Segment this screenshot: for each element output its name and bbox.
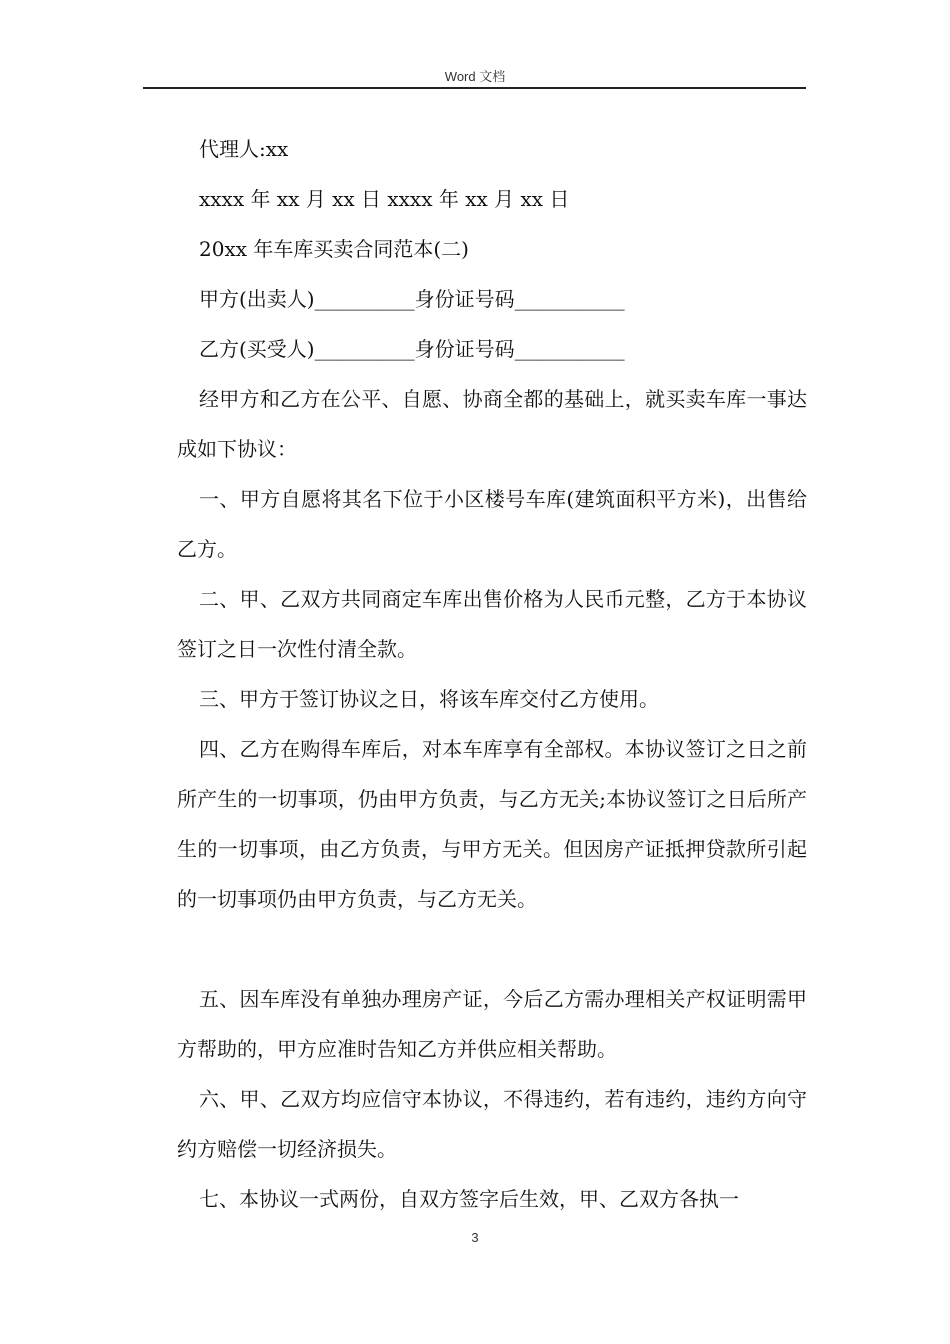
contract-title: 20xx 年车库买卖合同范本(二) [199,237,469,261]
clause-6-paragraph: 六、甲、乙双方均应信守本协议，不得违约，若有违约，违约方向守约方赔偿一切经济损失。 [177,1087,807,1161]
clause-2-paragraph: 二、甲、乙双方共同商定车库出售价格为人民币元整，乙方于本协议签订之日一次性付清全款。 [177,587,807,661]
paragraph-gap [177,924,807,974]
clause-5-paragraph: 五、因车库没有单独办理房产证，今后乙方需办理相关产权证明需甲方帮助的，甲方应准时告知乙方并供应相关帮助。 [177,987,807,1061]
clause-7-paragraph: 七、本协议一式两份，自双方签字后生效，甲、乙双方各执一 [199,1187,739,1211]
document-body [177,124,807,1224]
date-line: xxxx 年 xx 月 xx 日 xxxx 年 xx 月 xx 日 [199,187,570,211]
clause-1-paragraph: 一、甲方自愿将其名下位于小区楼号车库(建筑面积平方米)，出售给乙方。 [177,487,807,561]
agent-line: 代理人:xx [199,137,289,161]
page-header: Word 文档 [444,69,506,84]
preamble-paragraph: 经甲方和乙方在公平、自愿、协商全都的基础上，就买卖车库一事达成如下协议： [177,387,807,461]
clause-4-paragraph: 四、乙方在购得车库后，对本车库享有全部权。本协议签订之日之前所产生的一切事项，仍由甲方负责，与乙方无关;本协议签订之日后所产生的一切事项，由乙方负责，与甲方无关。但因房产证抵押贷款所引起的一切事项仍由甲方负责，与乙方无关。 [177,737,807,911]
page-number: 3 [471,1230,479,1245]
clause-3-paragraph: 三、甲方于签订协议之日，将该车库交付乙方使用。 [199,687,659,711]
party-b-line: 乙方(买受人)__________身份证号码___________ [199,337,625,361]
header-rule [143,87,806,89]
party-a-line: 甲方(出卖人)__________身份证号码___________ [199,287,625,311]
